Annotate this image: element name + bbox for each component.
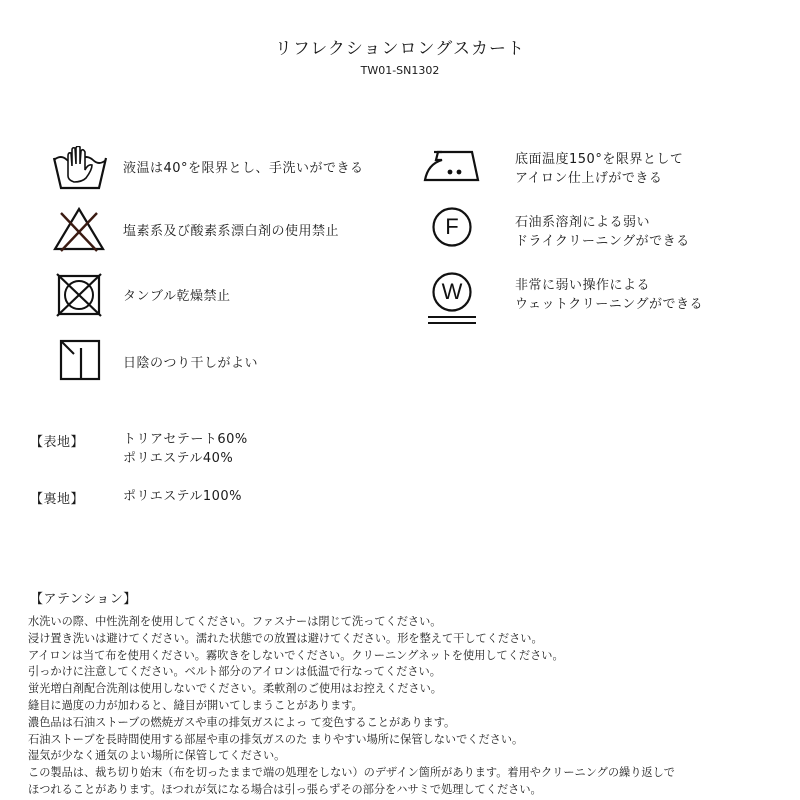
attention-line: 石油ストーブを長時間使用する部屋や車の排気ガスのた まりやすい場所に保管しないでください。 [28, 732, 524, 746]
attention-line: 蛍光増白剤配合洗剤は使用しないでください。柔軟剤のご使用はお控えください。 [28, 682, 442, 696]
attention-line: 浸け置き洗いは避けてください。濡れた状態での放置は避けてください。形を整えて干してください。 [28, 631, 543, 645]
attention-line: 縫目に過度の力が加わると、縫目が開いてしまうことがあります。 [28, 698, 363, 712]
attention-line: 水洗いの際、中性洗剤を使用してください。ファスナーは閉じて洗ってください。 [28, 615, 442, 628]
iron-medium-icon [422, 148, 482, 184]
dry-clean-f-icon [431, 206, 473, 248]
no-bleach-icon [52, 206, 106, 252]
product-code: TW01-SN1302 [360, 64, 440, 77]
wet-clean-very-gentle-icon [426, 270, 478, 328]
attention-list [28, 614, 798, 799]
product-title: リフレクションロングスカート [274, 39, 526, 59]
lining-composition: ポリエステル100% [123, 489, 242, 504]
hand-wash-icon [52, 146, 108, 192]
care-text-no-bleach: 塩素系及び酸素系漂白剤の使用禁止 [123, 224, 340, 239]
attention-line: 濃色品は石油ストーブの燃焼ガスや車の排気ガスによっ て変色することがあります。 [28, 715, 456, 729]
dry-clean-symbol: F [445, 214, 459, 239]
care-text-wet-clean: 非常に弱い操作による ウェットクリーニングができる [515, 278, 703, 312]
care-text-dry-clean: 石油系溶剤による弱い ドライクリーニングができる [515, 215, 690, 249]
attention-line: 湿気が少なく通気のよい場所に保管してください。 [28, 749, 286, 763]
care-text-no-tumble-dry: タンブル乾燥禁止 [123, 289, 231, 304]
attention-line: アイロンは当て布を使用ください。霧吹きをしないでください。クリーニングネットを使用してください。 [28, 648, 564, 662]
attention-line: この製品は、裁ち切り始末（布を切ったままで端の処理をしない）のデザイン箇所があります。着用やクリーニングの繰り返しで [28, 766, 675, 780]
attention-line: 引っかけに注意してください。ベルト部分のアイロンは低温で行なってください。 [28, 665, 441, 679]
no-tumble-dry-icon [55, 272, 103, 318]
wet-clean-symbol: W [441, 279, 463, 304]
lining-label: 【裏地】 [30, 492, 85, 507]
attention-title: 【アテンション】 [30, 592, 137, 607]
shade-line-dry-icon [58, 338, 102, 382]
outer-fabric-label: 【表地】 [30, 435, 85, 450]
care-text-hand-wash: 液温は40°を限界とし、手洗いができる [123, 161, 364, 176]
attention-line: ほつれることがあります。ほつれが気になる場合は引っ張らずその部分をハサミで処理してください。 [28, 782, 542, 796]
care-text-iron: 底面温度150°を限界として アイロン仕上げができる [515, 152, 684, 186]
outer-fabric-composition: トリアセテート60% ポリエステル40% [123, 432, 248, 466]
care-text-shade-dry: 日陰のつり干しがよい [123, 356, 259, 371]
